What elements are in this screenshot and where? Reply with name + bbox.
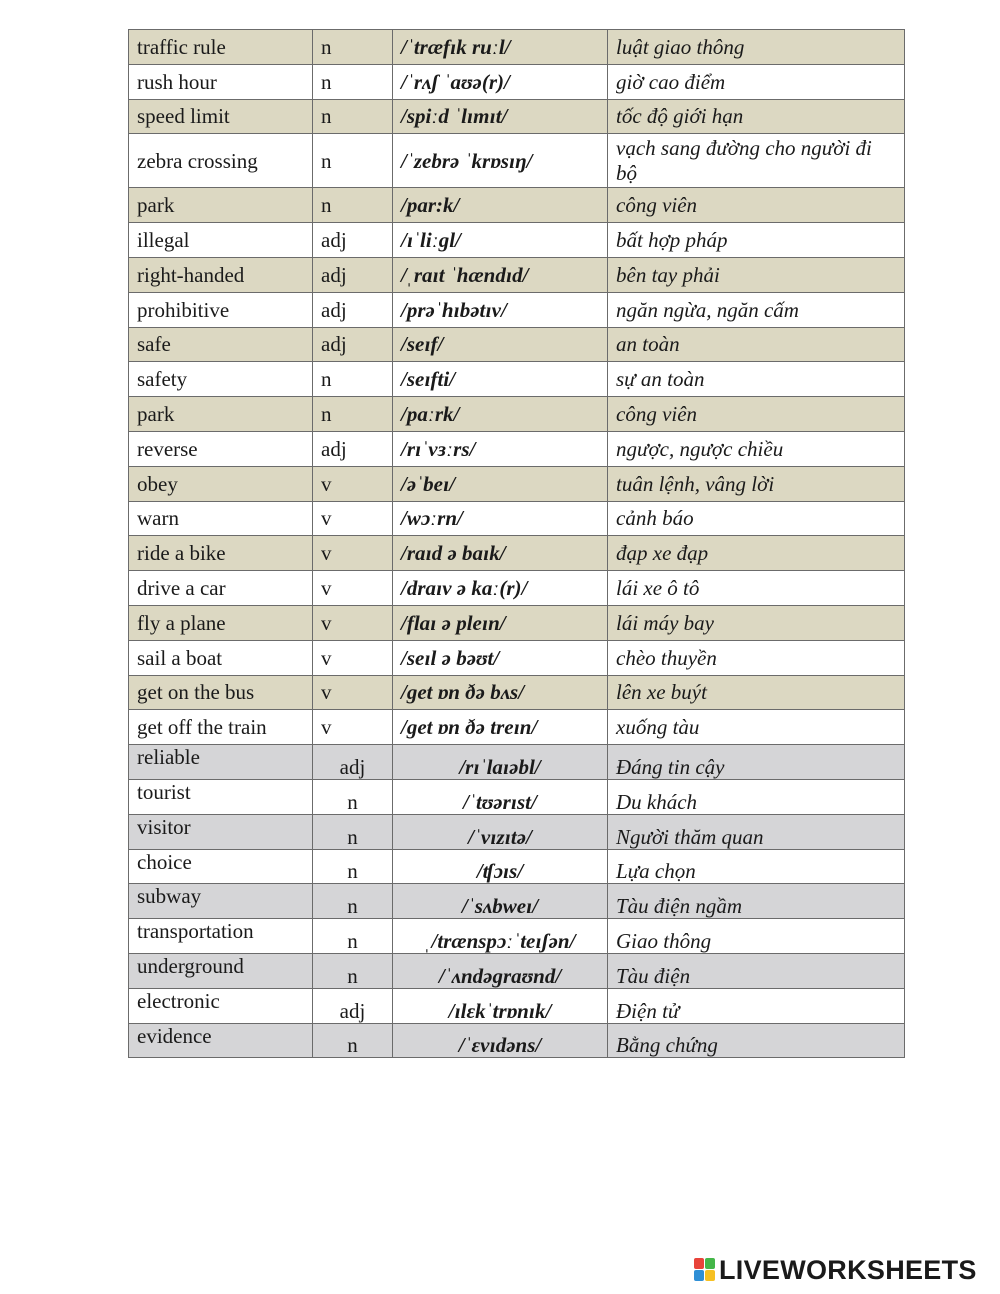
part-of-speech-cell: n	[313, 814, 393, 849]
table-row	[129, 919, 905, 954]
word-cell: tourist	[129, 779, 313, 814]
logo-yellow-square	[705, 1270, 715, 1281]
table-row	[129, 431, 905, 466]
table-row	[129, 501, 905, 536]
pronunciation-cell: /ˈzebrə ˈkrɒsɪŋ/	[393, 134, 608, 188]
meaning-cell: lên xe buýt	[608, 675, 905, 710]
pronunciation-cell: /ˈsʌbweɪ/	[393, 884, 608, 919]
meaning-cell: đạp xe đạp	[608, 536, 905, 571]
table-row	[129, 292, 905, 327]
word-cell: traffic rule	[129, 30, 313, 65]
part-of-speech-cell: n	[313, 64, 393, 99]
meaning-cell: luật giao thông	[608, 30, 905, 65]
part-of-speech-cell: adj	[313, 988, 393, 1023]
part-of-speech-cell: n	[313, 134, 393, 188]
pronunciation-cell: /wɔːrn/	[393, 501, 608, 536]
word-cell: reverse	[129, 431, 313, 466]
table-row	[129, 1023, 905, 1058]
word-cell: electronic	[129, 988, 313, 1023]
word-cell: obey	[129, 466, 313, 501]
word-cell: safety	[129, 362, 313, 397]
word-cell: park	[129, 397, 313, 432]
word-cell: choice	[129, 849, 313, 884]
table-row	[129, 362, 905, 397]
part-of-speech-cell: adj	[313, 257, 393, 292]
part-of-speech-cell: v	[313, 675, 393, 710]
meaning-cell: ngược, ngược chiều	[608, 431, 905, 466]
pronunciation-cell: /seɪf/	[393, 327, 608, 362]
word-cell: safe	[129, 327, 313, 362]
word-cell: evidence	[129, 1023, 313, 1058]
word-cell: reliable	[129, 745, 313, 780]
part-of-speech-cell: n	[313, 779, 393, 814]
meaning-cell: sự an toàn	[608, 362, 905, 397]
meaning-cell: công viên	[608, 397, 905, 432]
part-of-speech-cell: v	[313, 640, 393, 675]
table-row	[129, 745, 905, 780]
part-of-speech-cell: n	[313, 884, 393, 919]
table-row	[129, 640, 905, 675]
word-cell: drive a car	[129, 571, 313, 606]
word-cell: zebra crossing	[129, 134, 313, 188]
pronunciation-cell: /prəˈhɪbətɪv/	[393, 292, 608, 327]
part-of-speech-cell: n	[313, 1023, 393, 1058]
pronunciation-cell: /seɪl ə bəʊt/	[393, 640, 608, 675]
table-row	[129, 397, 905, 432]
meaning-cell: an toàn	[608, 327, 905, 362]
word-cell: underground	[129, 953, 313, 988]
part-of-speech-cell: n	[313, 953, 393, 988]
pronunciation-cell: /ˌraɪt ˈhændɪd/	[393, 257, 608, 292]
meaning-cell: bất hợp pháp	[608, 223, 905, 258]
word-cell: transportation	[129, 919, 313, 954]
word-cell: warn	[129, 501, 313, 536]
meaning-cell: Điện tử	[608, 988, 905, 1023]
pronunciation-cell: /ʧɔɪs/	[393, 849, 608, 884]
table-row	[129, 779, 905, 814]
meaning-cell: lái máy bay	[608, 605, 905, 640]
word-cell: get on the bus	[129, 675, 313, 710]
pronunciation-cell: /ˈɛvɪdəns/	[393, 1023, 608, 1058]
word-cell: visitor	[129, 814, 313, 849]
pronunciation-cell: /ɪlɛkˈtrɒnɪk/	[393, 988, 608, 1023]
part-of-speech-cell: n	[313, 362, 393, 397]
part-of-speech-cell: v	[313, 501, 393, 536]
liveworksheets-logo-icon	[694, 1258, 715, 1282]
table-row	[129, 988, 905, 1023]
vocabulary-table	[128, 29, 905, 1058]
meaning-cell: xuống tàu	[608, 710, 905, 745]
pronunciation-cell: /paːrk/	[393, 397, 608, 432]
word-cell: right-handed	[129, 257, 313, 292]
meaning-cell: giờ cao điểm	[608, 64, 905, 99]
word-cell: speed limit	[129, 99, 313, 134]
word-cell: rush hour	[129, 64, 313, 99]
part-of-speech-cell: n	[313, 188, 393, 223]
pronunciation-cell: /ˈʌndəgraʊnd/	[393, 953, 608, 988]
part-of-speech-cell: n	[313, 99, 393, 134]
table-row	[129, 99, 905, 134]
table-row	[129, 223, 905, 258]
liveworksheets-brand[interactable]	[694, 1255, 977, 1285]
table-row	[129, 64, 905, 99]
meaning-cell: Du khách	[608, 779, 905, 814]
word-cell: subway	[129, 884, 313, 919]
meaning-cell: Đáng tin cậy	[608, 745, 905, 780]
meaning-cell: tuân lệnh, vâng lời	[608, 466, 905, 501]
table-row	[129, 188, 905, 223]
table-row	[129, 814, 905, 849]
pronunciation-cell: /ɪˈliːgl/	[393, 223, 608, 258]
vocabulary-table-body	[129, 30, 905, 1058]
pronunciation-cell: /spiːd ˈlɪmɪt/	[393, 99, 608, 134]
part-of-speech-cell: adj	[313, 431, 393, 466]
meaning-cell: Giao thông	[608, 919, 905, 954]
pronunciation-cell: /ˈtʊərɪst/	[393, 779, 608, 814]
pronunciation-cell: /par:k/	[393, 188, 608, 223]
part-of-speech-cell: v	[313, 536, 393, 571]
word-cell: fly a plane	[129, 605, 313, 640]
meaning-cell: Người thăm quan	[608, 814, 905, 849]
table-row	[129, 571, 905, 606]
logo-green-square	[705, 1258, 715, 1269]
pronunciation-cell: /get ɒn ðə treɪn/	[393, 710, 608, 745]
pronunciation-cell: /rɪˈvɜːrs/	[393, 431, 608, 466]
meaning-cell: chèo thuyền	[608, 640, 905, 675]
pronunciation-cell: /seɪfti/	[393, 362, 608, 397]
meaning-cell: Tàu điện ngầm	[608, 884, 905, 919]
part-of-speech-cell: adj	[313, 327, 393, 362]
meaning-cell: tốc độ giới hạn	[608, 99, 905, 134]
pronunciation-cell: /flaɪ ə pleɪn/	[393, 605, 608, 640]
meaning-cell: Lựa chọn	[608, 849, 905, 884]
meaning-cell: công viên	[608, 188, 905, 223]
part-of-speech-cell: v	[313, 571, 393, 606]
word-cell: park	[129, 188, 313, 223]
meaning-cell: Bằng chứng	[608, 1023, 905, 1058]
pronunciation-cell: /ˈvɪzɪtə/	[393, 814, 608, 849]
meaning-cell: cảnh báo	[608, 501, 905, 536]
logo-blue-square	[694, 1270, 704, 1281]
part-of-speech-cell: n	[313, 30, 393, 65]
meaning-cell: ngăn ngừa, ngăn cấm	[608, 292, 905, 327]
table-row	[129, 134, 905, 188]
meaning-cell: Tàu điện	[608, 953, 905, 988]
part-of-speech-cell: adj	[313, 292, 393, 327]
word-cell: get off the train	[129, 710, 313, 745]
pronunciation-cell: ˌ/trænspɔːˈteɪʃən/	[393, 919, 608, 954]
part-of-speech-cell: adj	[313, 745, 393, 780]
table-row	[129, 710, 905, 745]
word-cell: prohibitive	[129, 292, 313, 327]
pronunciation-cell: /əˈbeɪ/	[393, 466, 608, 501]
pronunciation-cell: /rɪˈlaɪəbl/	[393, 745, 608, 780]
brand-name: LIVEWORKSHEETS	[719, 1255, 977, 1285]
meaning-cell: vạch sang đường cho người đi bộ	[608, 134, 905, 188]
table-row	[129, 953, 905, 988]
pronunciation-cell: /get ɒn ðə bʌs/	[393, 675, 608, 710]
table-row	[129, 849, 905, 884]
meaning-cell: bên tay phải	[608, 257, 905, 292]
table-row	[129, 884, 905, 919]
part-of-speech-cell: n	[313, 919, 393, 954]
part-of-speech-cell: n	[313, 397, 393, 432]
table-row	[129, 257, 905, 292]
table-row	[129, 605, 905, 640]
pronunciation-cell: /ˈrʌʃ ˈaʊə(r)/	[393, 64, 608, 99]
part-of-speech-cell: adj	[313, 223, 393, 258]
logo-red-square	[694, 1258, 704, 1269]
pronunciation-cell: /ˈtræfɪk ruːl/	[393, 30, 608, 65]
table-row	[129, 675, 905, 710]
part-of-speech-cell: v	[313, 466, 393, 501]
pronunciation-cell: /draɪv ə kaː(r)/	[393, 571, 608, 606]
part-of-speech-cell: v	[313, 605, 393, 640]
table-row	[129, 536, 905, 571]
pronunciation-cell: /raɪd ə baɪk/	[393, 536, 608, 571]
word-cell: ride a bike	[129, 536, 313, 571]
part-of-speech-cell: n	[313, 849, 393, 884]
table-row	[129, 466, 905, 501]
table-row	[129, 327, 905, 362]
word-cell: illegal	[129, 223, 313, 258]
table-row	[129, 30, 905, 65]
word-cell: sail a boat	[129, 640, 313, 675]
meaning-cell: lái xe ô tô	[608, 571, 905, 606]
part-of-speech-cell: v	[313, 710, 393, 745]
